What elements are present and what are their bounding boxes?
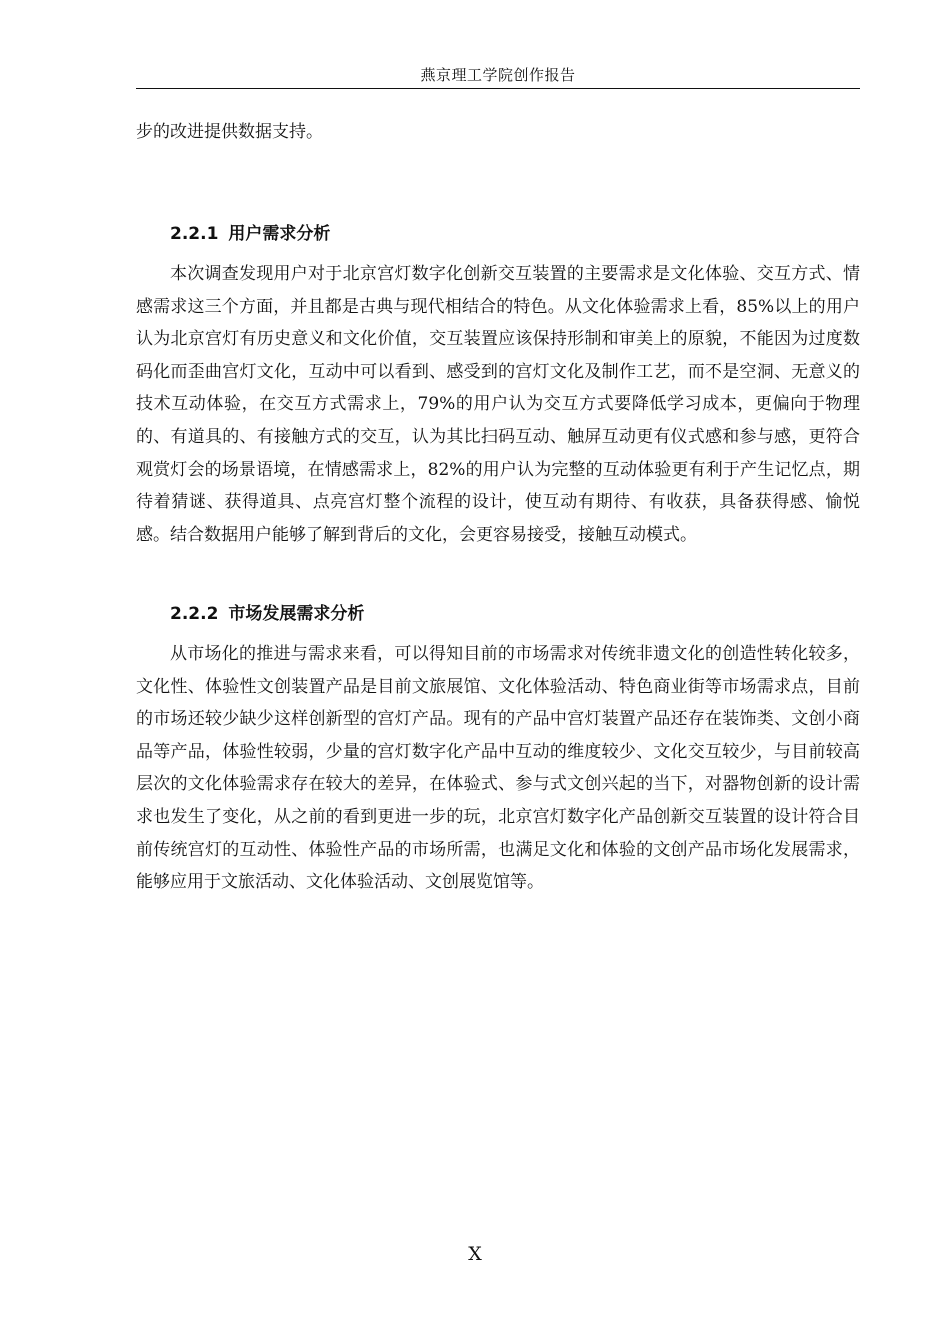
continuation-paragraph: 步的改进提供数据支持。 (136, 122, 323, 142)
section-heading-2-2-2 (170, 602, 860, 626)
user-needs-paragraph: 本次调查发现用户对于北京宫灯数字化创新交互装置的主要需求是文化体验、交互方式、情感需求这三个方面，并且都是古典与现代相结合的特色。从文化体验需求上看，85%以上的用户认为北京宫灯有历史意义和文化价值，交互装置应该保持形制和审美上的原貌，不能因为过度数码化而歪曲宫灯文化，互动中可以看到、感受到的宫灯文化及制作工艺，而不是空洞、无意义的技术互动体验，在交互方式需求上，79%的用户认为交互方式要降低学习成本，更偏向于物理的、有道具的、有接触方式的交互，认为其比扫码互动、触屏互动更有仪式感和参与感，更符合观赏灯会的场景语境，在情感需求上，82%的用户认为完整的互动体验更有利于产生记忆点，期待着猜谜、获得道具、点亮宫灯整个流程的设计，使互动有期待、有收获，具备获得感、愉悦感。结合数据用户能够了解到背后的文化，会更容易接受，接触互动模式。 (136, 264, 860, 545)
section-number: 2.2.2 (170, 604, 219, 624)
page-number: X (468, 1243, 482, 1265)
page-header: 燕京理工学院创作报告 (420, 66, 576, 84)
section-title: 市场发展需求分析 (228, 604, 365, 624)
section-heading-2-2-1 (170, 222, 860, 246)
header-rule (136, 88, 860, 89)
market-needs-paragraph: 从市场化的推进与需求来看，可以得知目前的市场需求对传统非遗文化的创造性转化较多，文化性、体验性文创装置产品是目前文旅展馆、文化体验活动、特色商业街等市场需求点，目前的市场还较少缺少这样创新型的宫灯产品。现有的产品中宫灯装置产品还存在装饰类、文创小商品等产品，体验性较弱，少量的宫灯数字化产品中互动的维度较少、文化交互较少，与目前较高层次的文化体验需求存在较大的差异，在体验式、参与式文创兴起的当下，对器物创新的设计需求也发生了变化，从之前的看到更进一步的玩，北京宫灯数字化产品创新交互装置的设计符合目前传统宫灯的互动性、体验性产品的市场所需，也满足文化和体验的文创产品市场化发展需求，能够应用于文旅活动、文化体验活动、文创展览馆等。 (136, 644, 860, 893)
section-title: 用户需求分析 (228, 224, 331, 244)
section-number: 2.2.1 (170, 224, 219, 244)
